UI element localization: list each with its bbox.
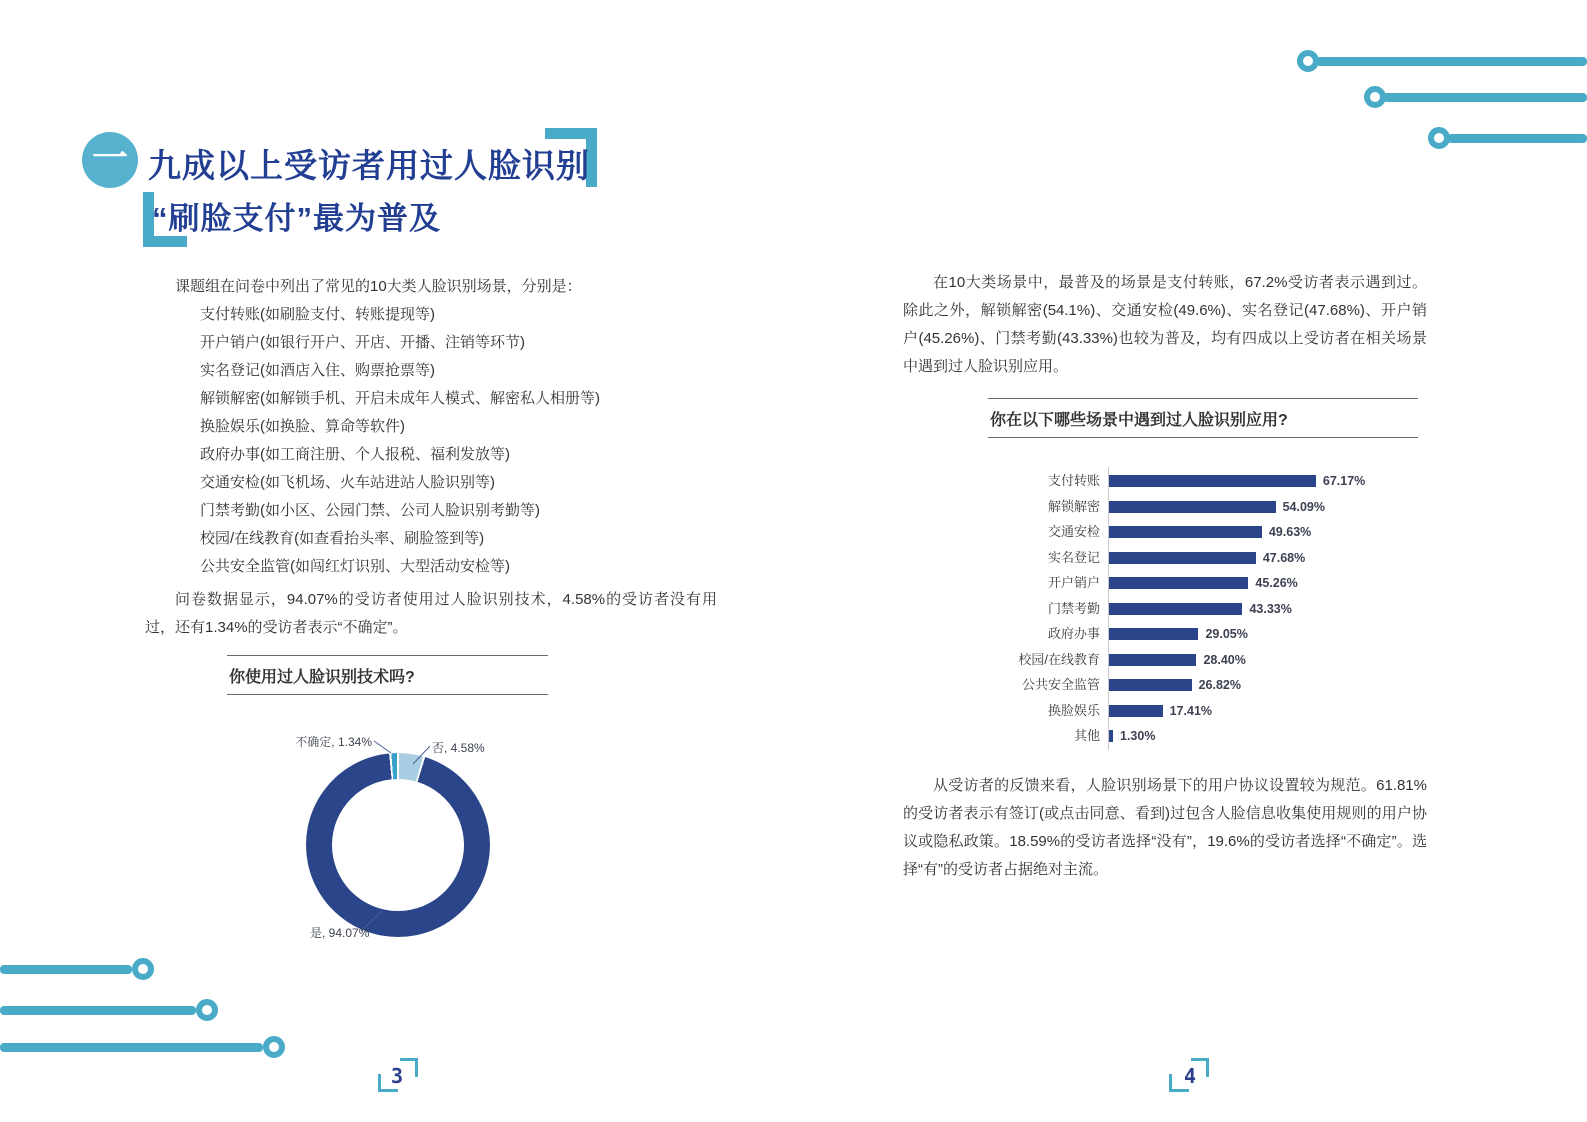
bar-category-label: 政府办事 [1047,626,1100,641]
bar-value-label: 29.05% [1205,627,1248,641]
scenario-item: 解锁解密(如解锁手机、开启未成年人模式、解密私人相册等) [200,390,600,407]
circuit-line-icon [1383,93,1587,102]
bar-chart-title: 你在以下哪些场景中遇到过人脸识别应用? [988,398,1418,438]
bar-category-label: 交通安检 [1047,524,1100,539]
bar [1109,654,1196,666]
circuit-line-icon [1447,134,1587,143]
circuit-line-icon [0,1043,263,1052]
bar-value-label: 67.17% [1322,474,1366,488]
bar-value-label: 45.26% [1255,576,1298,590]
bar-category-label: 门禁考勤 [1047,600,1100,616]
page-number-left: 3 [391,1064,404,1088]
scenario-item: 门禁考勤(如小区、公园门禁、公司人脸识别考勤等) [200,502,540,519]
bar [1109,577,1248,589]
bar-category-label: 开户销户 [1047,575,1100,590]
bar-category-label: 其他 [1073,728,1100,743]
scenario-item: 实名登记(如酒店入住、购票抢票等) [200,362,435,379]
bar-value-label: 47.68% [1262,550,1306,565]
scenario-item: 支付转账(如刷脸支付、转账提现等) [200,306,435,323]
circuit-node-icon [263,1036,285,1058]
pie-label-no: 否, 4.58% [432,741,485,755]
scenario-item: 开户销户(如银行开户、开店、开播、注销等环节) [200,334,525,351]
bar-value-label: 43.33% [1249,601,1292,616]
bar-category-label: 解锁解密 [1047,498,1100,514]
bar-value-label: 1.30% [1120,729,1156,743]
bar-value-label: 26.82% [1198,678,1241,692]
bar-chart [960,467,1430,757]
pie-chart-title: 你使用过人脸识别技术吗? [227,655,548,695]
bar [1109,679,1192,691]
intro-paragraph: 课题组在问卷中列出了常见的10大类人脸识别场景，分别是： [175,278,582,295]
bar-value-label: 17.41% [1169,703,1213,718]
bar [1109,603,1242,615]
bar-category-label: 实名登记 [1047,549,1100,565]
scenario-item: 公共安全监管(如闯红灯识别、大型活动安检等) [200,558,510,575]
bar [1109,526,1262,538]
pie-label-yes: 是, 94.07% [310,926,370,940]
pie-label-uncertain: 不确定, 1.34% [295,735,372,749]
bar [1109,705,1163,717]
circuit-line-icon [0,1006,196,1015]
scenario-item: 政府办事(如工商注册、个人报税、福利发放等) [200,446,510,463]
scenario-item: 交通安检(如飞机场、火车站进站人脸识别等) [200,474,495,491]
bar-category-label: 公共安全监管 [1021,677,1100,692]
summary-paragraph: 问卷数据显示，94.07%的受访者使用过人脸识别技术，4.58%的受访者没有用过，还有1.34%的受访者表示“不确定”。 [145,591,717,636]
bar [1109,475,1316,487]
page-title-line1: 九成以上受访者用过人脸识别 [148,147,590,184]
section-number-badge [82,132,138,188]
bar-category-label: 换脸娱乐 [1047,702,1100,718]
bar [1109,501,1276,513]
bar-value-label: 54.09% [1282,499,1325,514]
bar [1109,552,1256,564]
bar [1109,730,1113,742]
right-paragraph-1: 在10大类场景中，最普及的场景是支付转账，67.2%受访者表示遇到过。除此之外，解锁解密(54.1%)、交通安检(49.6%)、实名登记(47.68%)、开户销户(45.26%)、门禁考勤(43.33%)也较为普及，均有四成以上受访者在相关场景中遇到过人脸识别应用。 [903,274,1427,375]
right-paragraph-2: 从受访者的反馈来看，人脸识别场景下的用户协议设置较为规范。61.81%的受访者表示有签订(或点击同意、看到)过包含人脸信息收集使用规则的用户协议或隐私政策。18.59%的受访者选择“没有”，19.6%的受访者选择“不确定”。选择“有”的受访者占据绝对主流。 [903,777,1427,878]
bar-category-label: 校园/在线教育 [1018,651,1100,667]
bar-value-label: 28.40% [1203,652,1246,667]
bar-category-label: 支付转账 [1047,473,1100,488]
circuit-node-icon [132,958,154,980]
circuit-line-icon [0,965,132,974]
circuit-node-icon [196,999,218,1021]
bar-value-label: 49.63% [1268,525,1312,539]
page-number-right: 4 [1184,1064,1197,1088]
scenario-item: 校园/在线教育(如查看抬头率、刷脸签到等) [200,530,485,547]
scenario-item: 换脸娱乐(如换脸、算命等软件) [200,418,405,435]
scenario-list [200,301,600,581]
circuit-line-icon [1316,57,1587,66]
bar [1109,628,1198,640]
section-number-label: 一 [91,137,128,178]
page-title-line2: “刷脸支付”最为普及 [152,201,441,236]
